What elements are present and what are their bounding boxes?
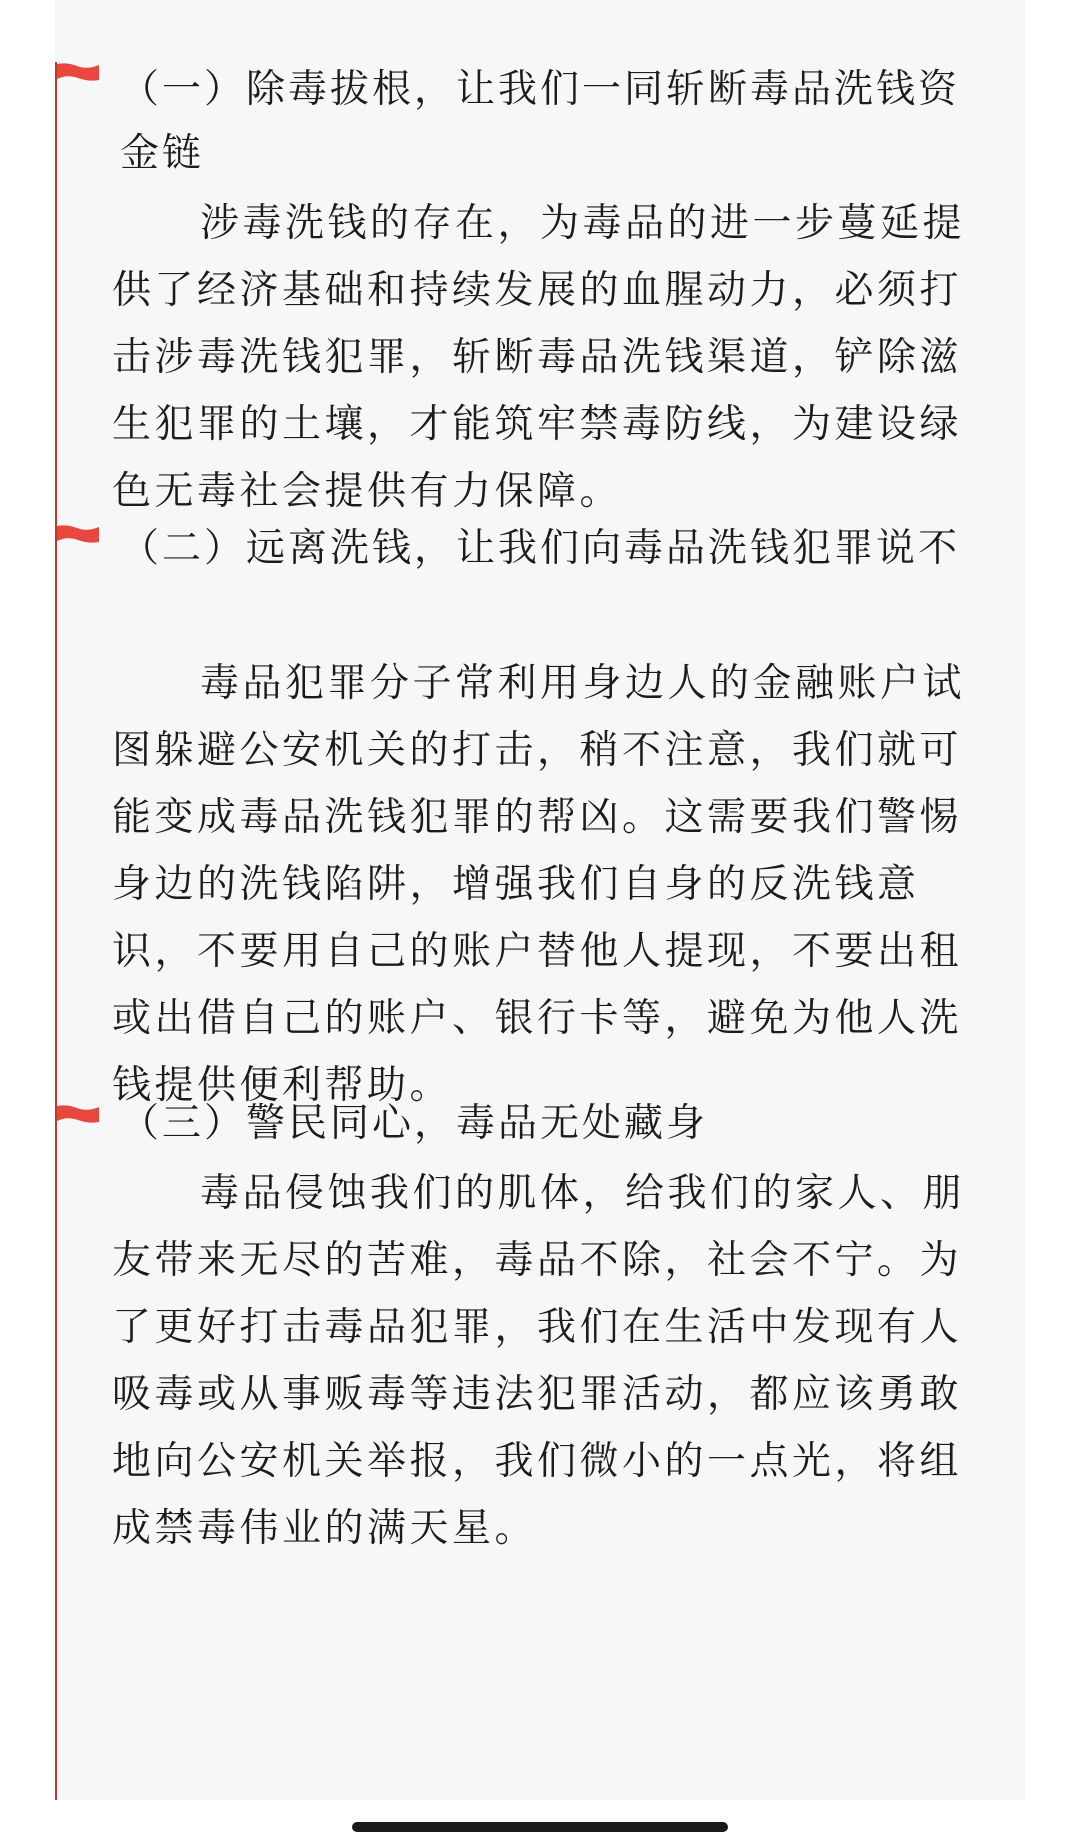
red-flag-icon	[57, 524, 99, 544]
section-2-title: （二）远离洗钱，让我们向毒品洗钱犯罪说不	[120, 526, 961, 571]
section-2-body: 毒品犯罪分子常利用身边人的金融账户试图躲避公安机关的打击，稍不注意，我们就可能变成毒品洗钱犯罪的帮凶。这需要我们警惕身边的洗钱陷阱，增强我们自身的反洗钱意识，不要用自己的账户替他人提现，不要出租或出借自己的账户、银行卡等，避免为他人洗钱提供便利帮助。	[112, 661, 966, 1108]
timeline-rule	[55, 62, 57, 1800]
section-1-body: 涉毒洗钱的存在，为毒品的进一步蔓延提供了经济基础和持续发展的血腥动力，必须打击涉毒洗钱犯罪，斩断毒品洗钱渠道，铲除滋生犯罪的土壤，才能筑牢禁毒防线，为建设绿色无毒社会提供有力保障。	[112, 201, 966, 514]
section-3-body: 毒品侵蚀我们的肌体，给我们的家人、朋友带来无尽的苦难，毒品不除，社会不宁。为了更好打击毒品犯罪，我们在生活中发现有人吸毒或从事贩毒等违法犯罪活动，都应该勇敢地向公安机关举报，我们微小的一点光，将组成禁毒伟业的满天星。	[112, 1171, 966, 1551]
red-flag-icon	[57, 62, 99, 82]
section-3-title: （三）警民同心，毒品无处藏身	[120, 1101, 709, 1146]
section-1-title: （一）除毒拔根，让我们一同斩断毒品洗钱资金链	[120, 67, 961, 176]
home-indicator[interactable]	[352, 1822, 728, 1832]
red-flag-icon	[57, 1104, 99, 1124]
